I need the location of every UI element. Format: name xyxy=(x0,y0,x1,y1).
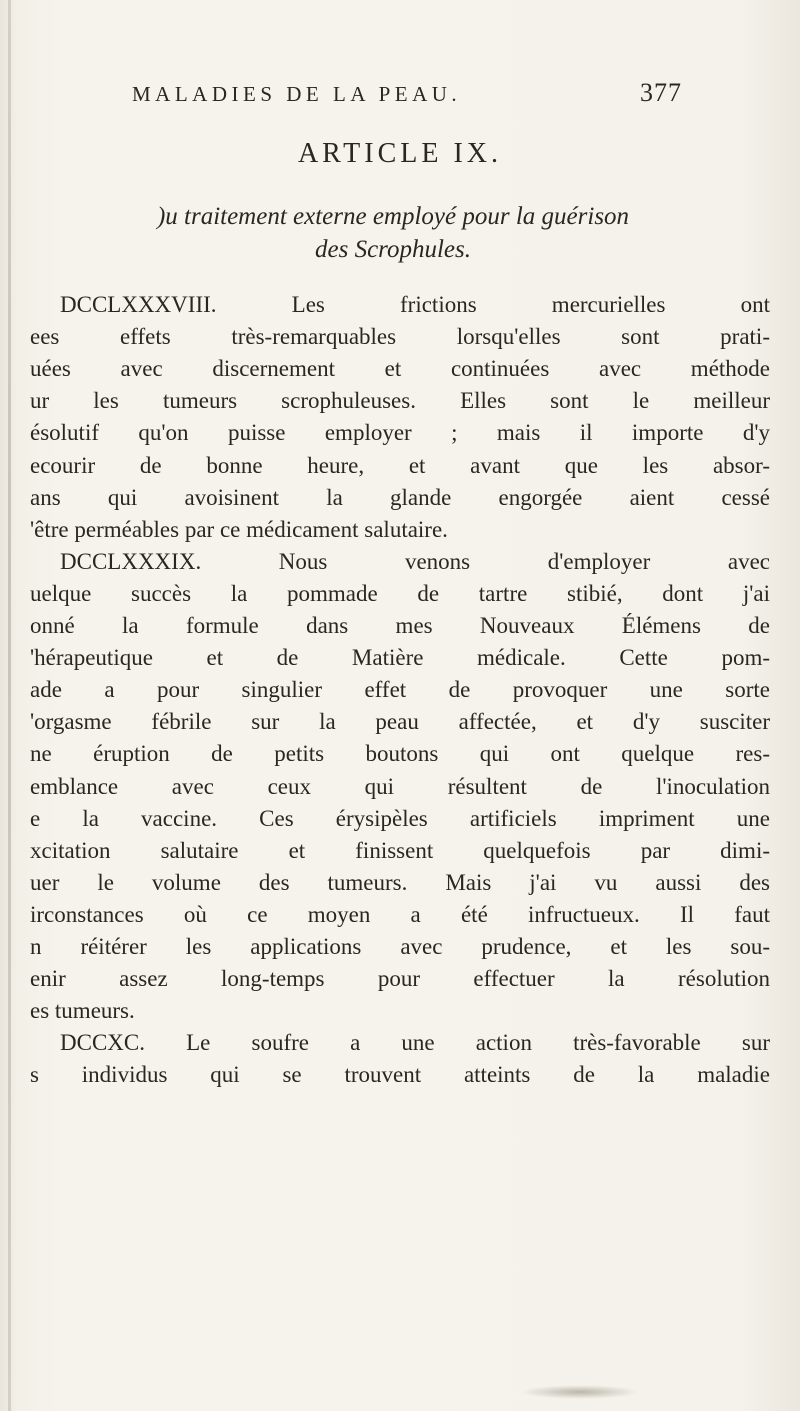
text-line: DCCXC. Le soufre a une action très-favorable sur xyxy=(60,1030,770,1055)
text-line: 'hérapeutique et de Matière médicale. Cette pom- xyxy=(30,645,770,670)
text-line: uer le volume des tumeurs. Mais j'ai vu aussi des xyxy=(30,870,770,895)
text-line: 'orgasme fébrile sur la peau affectée, et d'y susciter xyxy=(30,709,770,734)
text-line: DCCLXXXIX. Nous venons d'employer avec xyxy=(60,549,770,574)
text-line: uelque succès la pommade de tartre stibié, dont j'ai xyxy=(30,581,770,606)
ink-smudge xyxy=(520,1385,640,1399)
article-subtitle-line-1: )u traitement externe employé pour la guérison xyxy=(156,203,630,230)
running-head xyxy=(132,78,682,107)
text-line: ade a pour singulier effet de provoquer une sorte xyxy=(30,677,770,702)
running-title: MALADIES DE LA PEAU. xyxy=(132,82,462,106)
text-line: onné la formule dans mes Nouveaux Élémens de xyxy=(30,613,770,638)
page-number: 377 xyxy=(640,78,682,107)
text-line: n réitérer les applications avec prudence, et les sou- xyxy=(30,934,770,959)
text-line: e la vaccine. Ces érysipèles artificiels impriment une xyxy=(30,806,770,831)
text-line: 'être perméables par ce médicament salutaire. xyxy=(30,517,448,542)
text-line: enir assez long-temps pour effectuer la résolution xyxy=(30,966,770,991)
text-line: ne éruption de petits boutons qui ont quelque res- xyxy=(30,741,770,766)
text-line: ans qui avoisinent la glande engorgée aient cessé xyxy=(30,485,770,510)
text-line: DCCLXXXVIII. Les frictions mercurielles ont xyxy=(60,292,770,317)
text-line: ésolutif qu'on puisse employer ; mais il importe d'y xyxy=(30,420,770,445)
text-line: ees effets très-remarquables lorsqu'elles sont prati- xyxy=(30,324,770,349)
text-line: ecourir de bonne heure, et avant que les absor- xyxy=(30,453,770,478)
text-line: irconstances où ce moyen a été infructueux. Il faut xyxy=(30,902,770,927)
text-line: emblance avec ceux qui résultent de l'inoculation xyxy=(30,774,770,799)
text-line: uées avec discernement et continuées avec méthode xyxy=(30,356,770,381)
text-line: s individus qui se trouvent atteints de la maladie xyxy=(30,1062,770,1087)
text-line: es tumeurs. xyxy=(30,998,135,1023)
article-title: ARTICLE IX. xyxy=(297,138,503,169)
binding-gutter xyxy=(8,0,11,1411)
text-line: xcitation salutaire et finissent quelquefois par dimi- xyxy=(30,838,770,863)
text-line: ur les tumeurs scrophuleuses. Elles sont le meilleur xyxy=(30,388,770,413)
article-subtitle-line-2: des Scrophules. xyxy=(315,236,471,263)
